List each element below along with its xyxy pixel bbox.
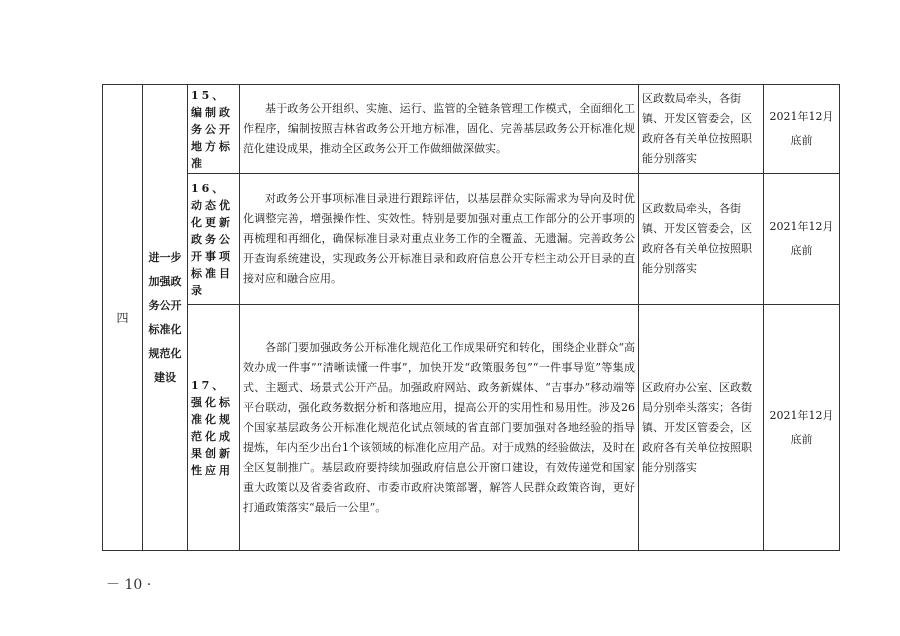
table-row — [103, 85, 840, 174]
task-title: 进一步加强政务公开标准化规范化建设 — [143, 85, 188, 551]
deadline: 2021年12月底前 — [764, 305, 840, 551]
item-content: 各部门要加强政务公开标准化规范化工作成果研究和转化，围绕企业群众“高效办成一件事”“清晰读懂一件事”，加快开发“政策服务包”“一件事导览”等集成式、主题式、场景式公开产品。加强政府网站、政务新媒体、“吉事办”移动端等平台联动，强化政务数据分析和落地应用，提高公开的实用性和易用性。涉及26个国家基层政务公开标准化规范化试点领域的省直部门要加强对各地经验的指导提炼，年内至少出台1个该领域的标准化应用产品。对于成熟的经验做法，及时在全区复制推广。基层政府要持续加强政府信息公开窗口建设，有效传递党和国家重大政策以及省委省政府、市委市政府决策部署，解答人民群众政策咨询，更好打通政策落实“最后一公里”。 — [240, 305, 639, 551]
responsible-units: 区政数局牵头，各街镇、开发区管委会，区政府各有关单位按照职能分别落实 — [639, 85, 764, 174]
table-row — [103, 305, 840, 551]
table-row — [103, 174, 840, 305]
item-content: 基于政务公开组织、实施、运行、监管的全链条管理工作模式，全面细化工作程序，编制按照吉林省政务公开地方标准，固化、完善基层政务公开标准化规范化建设成果，推动全区政务公开工作做细做深做实。 — [240, 85, 639, 174]
item-title: 16、动态优化更新政务公开事项标准目录 — [188, 174, 240, 305]
deadline: 2021年12月底前 — [764, 174, 840, 305]
item-title: 17、强化标准化规范化成果创新性应用 — [188, 305, 240, 551]
section-number: 四 — [103, 85, 143, 551]
item-title: 15、编制政务公开地方标准 — [188, 85, 240, 174]
deadline: 2021年12月底前 — [764, 85, 840, 174]
item-content: 对政务公开事项标准目录进行跟踪评估，以基层群众实际需求为导向及时优化调整完善，增强操作性、实效性。特别是要加强对重点工作部分的公开事项的再梳理和再细化，确保标准目录对重点业务工作的全覆盖、无遗漏。完善政务公开查询系统建设，实现政务公开标准目录和政府信息公开专栏主动公开目录的直接对应和融合应用。 — [240, 174, 639, 305]
responsible-units: 区政府办公室、区政数局分别牵头落实；各街镇、开发区管委会，区政府各有关单位按照职能分别落实 — [639, 305, 764, 551]
page-number: － 10 · — [106, 577, 152, 593]
responsible-units: 区政数局牵头，各街镇、开发区管委会，区政府各有关单位按照职能分别落实 — [639, 174, 764, 305]
policy-table — [102, 84, 840, 551]
